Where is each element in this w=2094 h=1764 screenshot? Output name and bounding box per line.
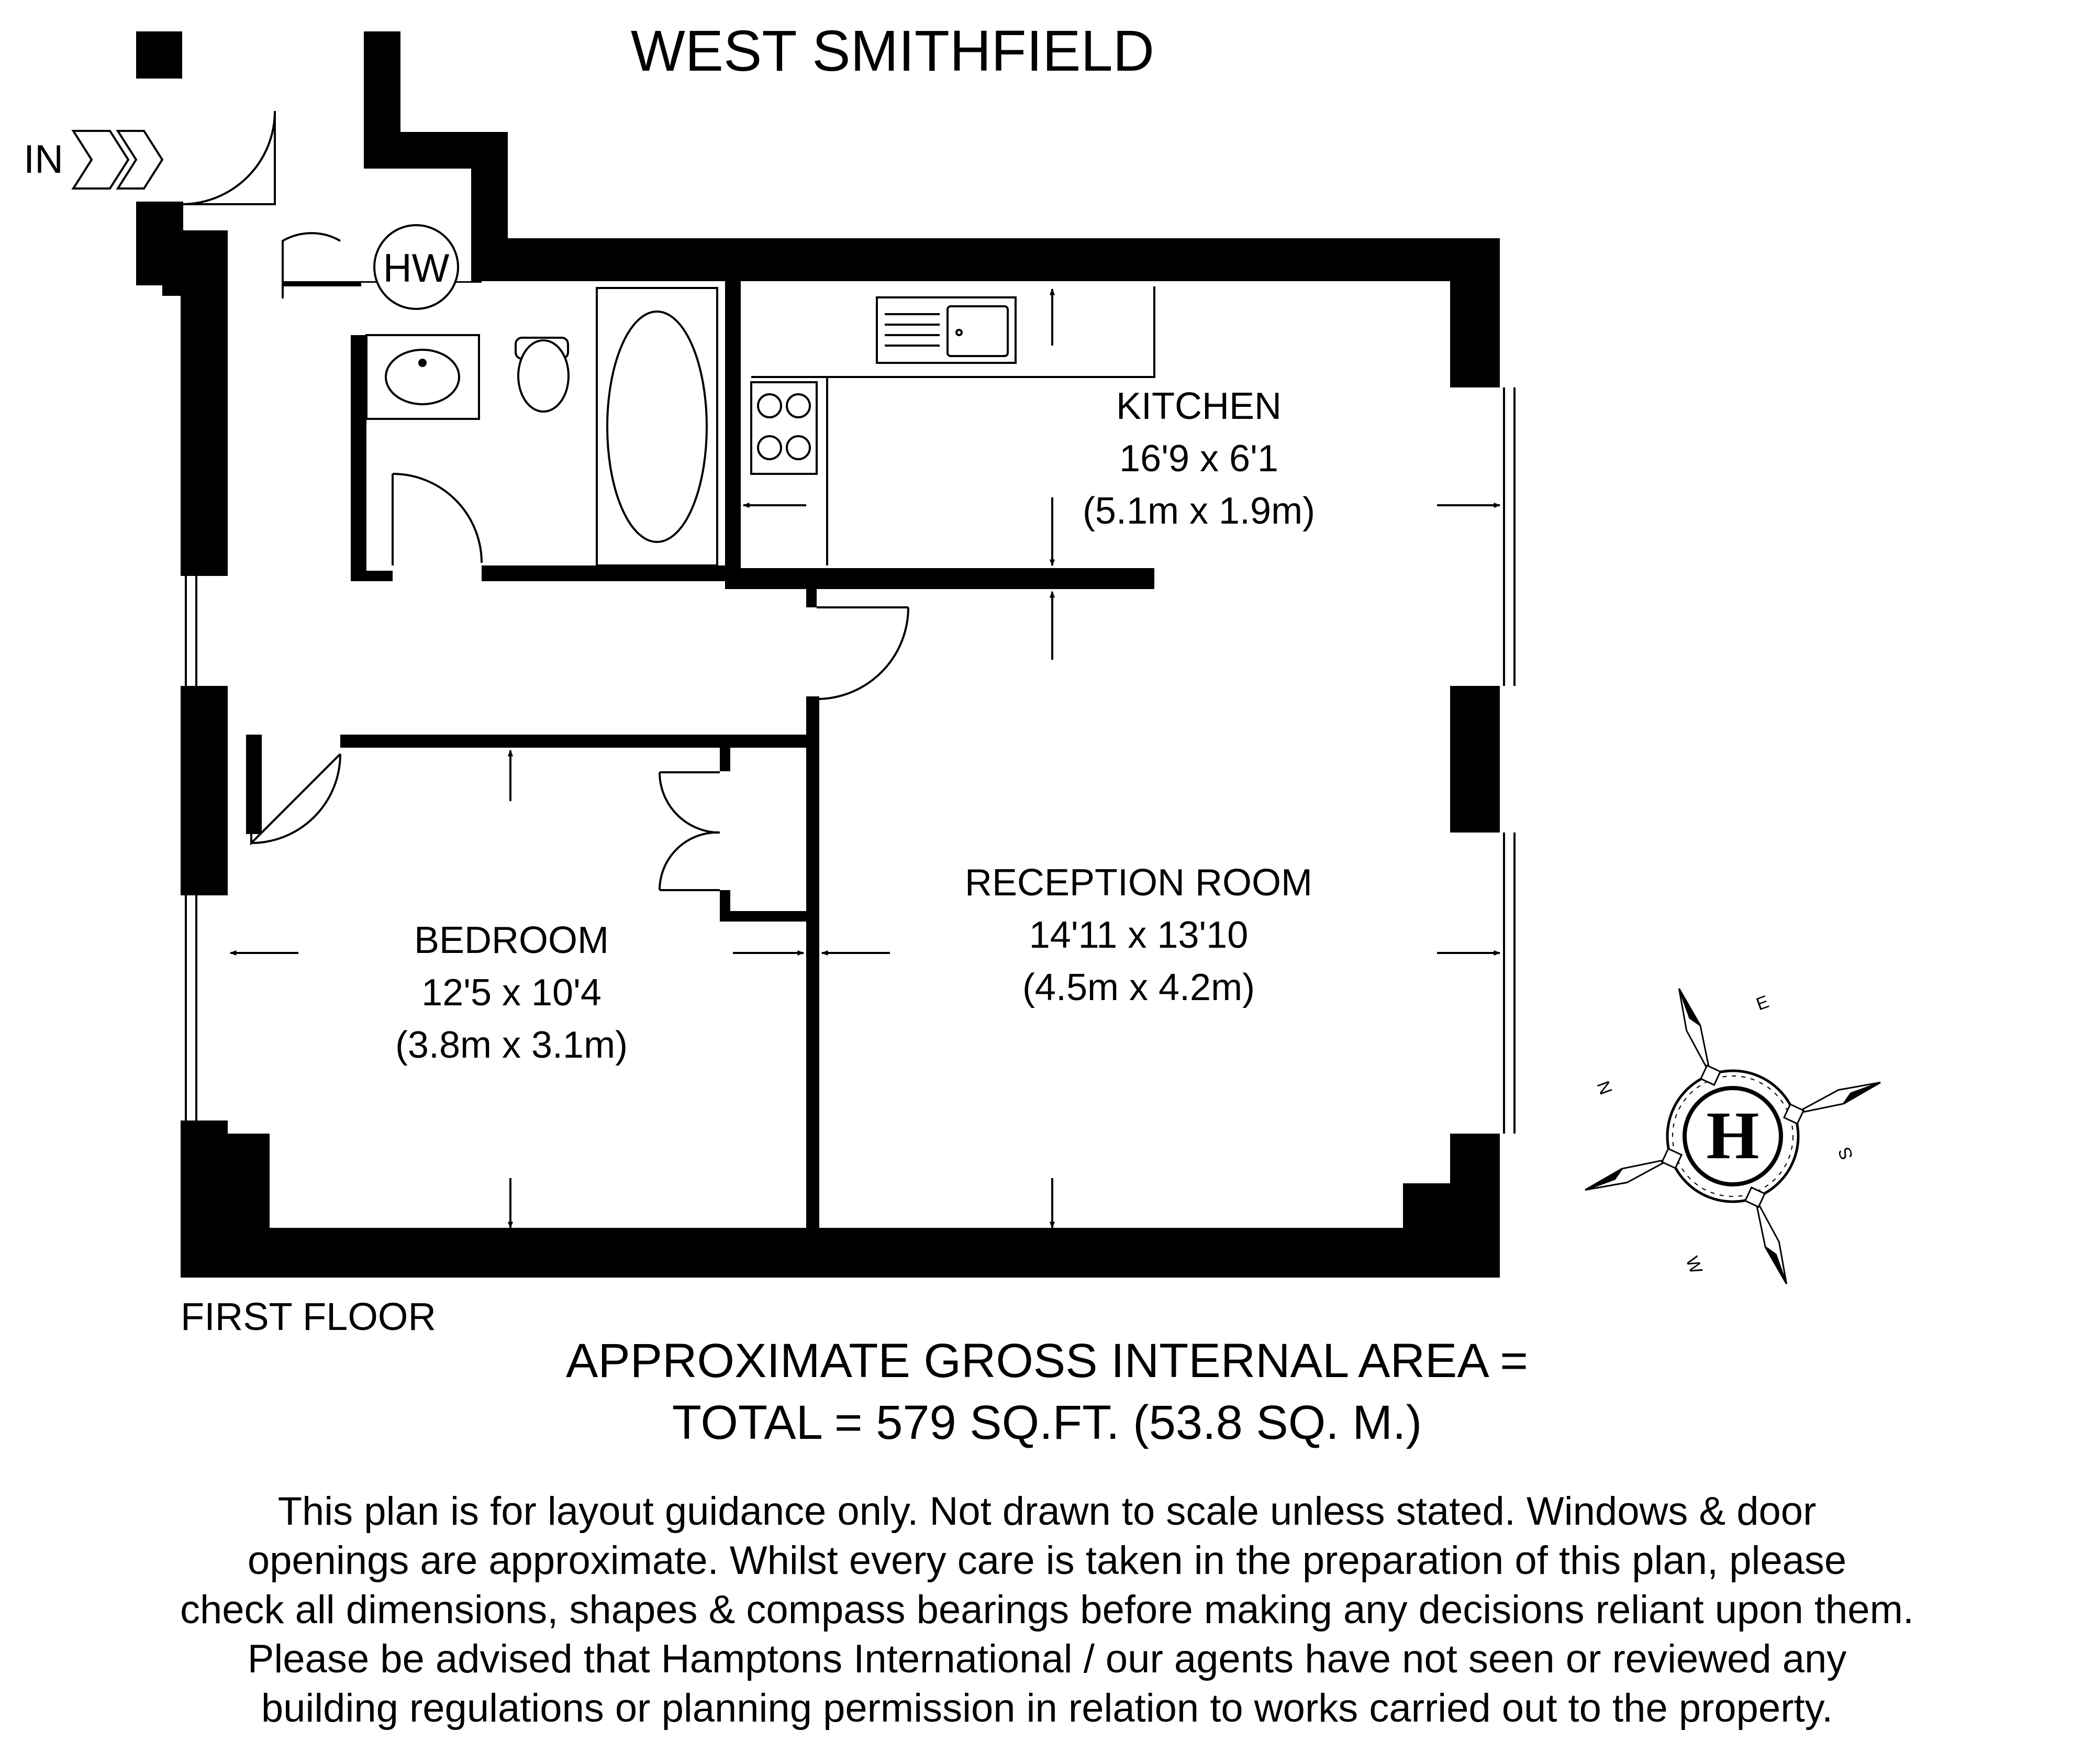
reception-imperial: 14'11 x 13'10	[1029, 914, 1249, 956]
property-title: WEST SMITHFIELD	[630, 19, 1155, 83]
compass-south: S	[1834, 1144, 1857, 1163]
kitchen-name: KITCHEN	[1116, 385, 1282, 427]
disclaimer-line: building regulations or planning permission in relation to works carried out to the property.	[261, 1686, 1833, 1730]
kitchen-metric: (5.1m x 1.9m)	[1082, 490, 1316, 532]
compass-east: E	[1753, 992, 1772, 1015]
reception-name: RECEPTION ROOM	[964, 862, 1313, 904]
bedroom-label	[395, 919, 628, 1066]
kitchen-label	[1083, 385, 1315, 532]
reception-metric: (4.5m x 4.2m)	[1022, 967, 1255, 1008]
hot-water-label: HW	[383, 246, 450, 291]
disclaimer-line: openings are approximate. Whilst every care is taken in the preparation of this plan, please	[247, 1538, 1847, 1583]
dimension-arrows	[230, 289, 1500, 1228]
reception-label	[965, 862, 1312, 1008]
compass-west: W	[1681, 1253, 1707, 1277]
windows	[186, 387, 1514, 1134]
area-line-2: TOTAL = 579 SQ.FT. (53.8 SQ. M.)	[672, 1396, 1422, 1449]
area-line-1: APPROXIMATE GROSS INTERNAL AREA =	[566, 1334, 1528, 1388]
kitchen-imperial: 16'9 x 6'1	[1119, 438, 1278, 480]
entrance-arrow-icon	[73, 131, 162, 188]
doors	[182, 111, 908, 890]
compass-north: N	[1592, 1078, 1616, 1097]
entrance-label: IN	[24, 137, 63, 182]
gross-internal-area	[0, 1330, 2094, 1454]
disclaimer-line: Please be advised that Hamptons International / our agents have not seen or reviewed any	[247, 1637, 1847, 1681]
bedroom-metric: (3.8m x 3.1m)	[395, 1024, 628, 1066]
bedroom-imperial: 12'5 x 10'4	[421, 972, 602, 1014]
floor-label: FIRST FLOOR	[181, 1295, 436, 1338]
bedroom-name: BEDROOM	[414, 919, 609, 961]
disclaimer	[0, 1487, 2094, 1733]
compass-logo: H	[1706, 1098, 1759, 1173]
compass-icon	[1531, 935, 1934, 1337]
disclaimer-line: This plan is for layout guidance only. Not drawn to scale unless stated. Windows & door	[277, 1489, 1817, 1534]
disclaimer-line: check all dimensions, shapes & compass bearings before making any decisions reliant upon them.	[180, 1588, 1914, 1632]
hob	[751, 382, 817, 474]
